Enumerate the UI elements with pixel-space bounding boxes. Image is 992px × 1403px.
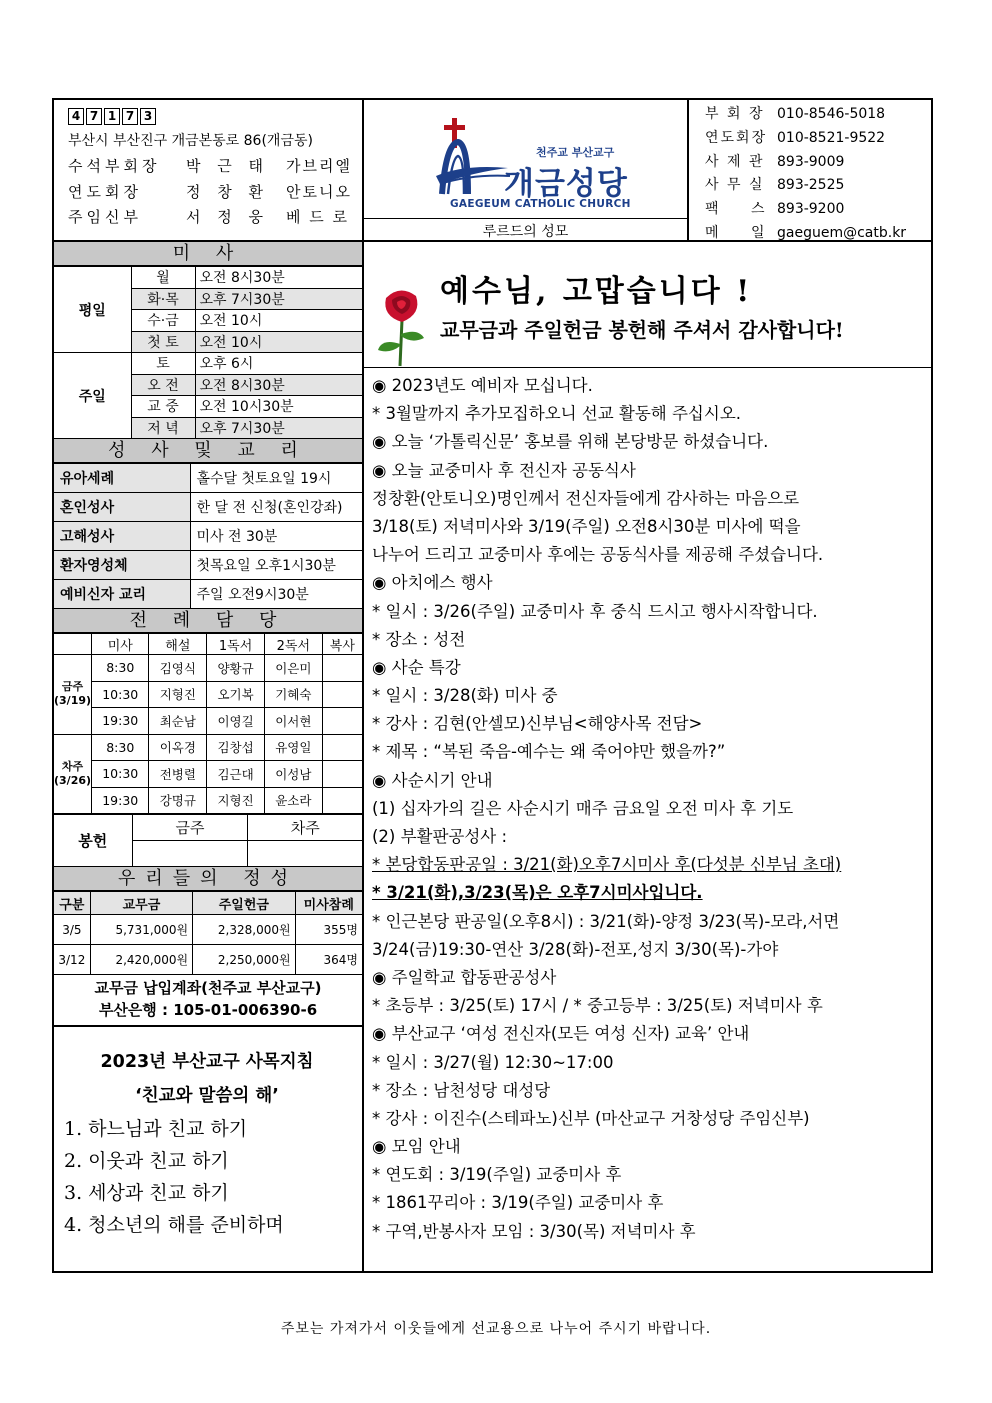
pastoral-item: 3. 세상과 친교 하기 xyxy=(64,1182,229,1204)
staff-name: 박 근 태 xyxy=(186,157,270,175)
news-item: * 장소 : 성전 xyxy=(372,629,466,649)
reader1-cell: 오기복 xyxy=(207,681,265,708)
mass-day: 첫 토 xyxy=(131,331,195,353)
table-row xyxy=(54,353,362,375)
news-item: (1) 십자가의 길은 사순시기 매주 금요일 오전 미사 후 기도 xyxy=(372,798,794,818)
reader1-cell: 김창섭 xyxy=(207,734,265,761)
date-cell: 3/5 xyxy=(54,915,90,945)
server-cell xyxy=(322,761,362,788)
news-item: * 장소 : 남천성당 대성당 xyxy=(372,1080,551,1100)
mass-schedule-table xyxy=(54,266,362,439)
staff-name: 서 정 웅 xyxy=(186,208,270,226)
contact-value: 893-9200 xyxy=(777,201,845,218)
mass-day: 수·금 xyxy=(131,310,195,332)
staff-role: 수석부회장 xyxy=(68,157,161,175)
reader2-cell: 이성남 xyxy=(264,761,322,788)
table-row xyxy=(54,681,362,708)
zip-code xyxy=(68,108,362,125)
staff-role: 연도회장 xyxy=(68,182,142,201)
mass-time-cell: 19:30 xyxy=(92,787,149,814)
news-heading: ◉ 주일학교 합동판공성사 xyxy=(372,967,557,987)
server-cell xyxy=(322,655,362,682)
pastoral-subtitle: ‘친교와 말씀의 해’ xyxy=(135,1086,279,1106)
offertory-table xyxy=(54,814,362,867)
news-item: * 초등부 : 3/25(토) 17시 / * 중고등부 : 3/25(토) 저녁미사 후 xyxy=(372,996,823,1016)
news-item: * 강사 : 이진수(스테파노)신부 (마산교구 거창성당 주임신부) xyxy=(372,1108,810,1128)
reader2-cell: 이은미 xyxy=(264,655,322,682)
dues-cell: 2,420,000원 xyxy=(90,945,192,975)
offertory-this-week-cell xyxy=(132,841,248,867)
left-column xyxy=(54,242,364,1273)
news-heading: ◉ 오늘 교중미사 후 전신자 공동식사 xyxy=(372,460,636,480)
table-row xyxy=(54,815,362,841)
mass-time: 오전 8시30분 xyxy=(195,267,362,289)
table-row xyxy=(54,493,362,522)
this-week-label: 금주(3/19) xyxy=(54,655,92,735)
table-row xyxy=(54,464,362,493)
mass-day: 토 xyxy=(131,353,195,375)
contact-label: 부 회 장 xyxy=(705,106,765,122)
server-cell xyxy=(322,734,362,761)
offertory-this-week-header: 금주 xyxy=(132,815,248,841)
table-row xyxy=(54,915,362,945)
contact-list xyxy=(689,100,931,242)
church-address: 부산시 부산진구 개금본동로 86(개금동) xyxy=(68,133,313,149)
news-heading: ◉ 부산교구 ‘여성 전신자(모든 여성 신자) 교육’ 안내 xyxy=(372,1024,750,1044)
church-patron: 루르드의 성모 xyxy=(364,218,687,241)
mass-time: 오전 10시 xyxy=(195,310,362,332)
contact-item xyxy=(705,174,931,198)
zip-digit: 7 xyxy=(122,108,138,125)
news-heading: ◉ 2023년도 예비자 모십니다. xyxy=(372,376,593,395)
sacrament-schedule: 첫목요일 오후1시30분 xyxy=(190,551,362,580)
commentator-cell: 김영식 xyxy=(149,655,207,682)
reader2-cell: 기혜숙 xyxy=(264,681,322,708)
account-title: 교무금 납입계좌(천주교 부산교구) xyxy=(94,979,322,997)
staff-baptism-name: 가브리엘 xyxy=(286,157,352,175)
account-number: 부산은행 : 105-01-006390-6 xyxy=(98,1001,318,1019)
offering-cell: 2,250,000원 xyxy=(193,945,295,975)
contact-value: 010-8546-5018 xyxy=(777,106,886,122)
news-item: * 강사 : 김현(안셀모)신부님<해양사목 전담> xyxy=(372,714,703,734)
news-item: * 연도회 : 3/19(주일) 교중미사 후 xyxy=(372,1165,622,1185)
sacraments-table xyxy=(54,463,362,609)
news-item: 나누어 드리고 교중미사 후에는 공동식사를 제공해 주셨습니다. xyxy=(372,545,824,565)
mass-day: 월 xyxy=(131,267,195,289)
table-row xyxy=(54,522,362,551)
pastoral-item: 2. 이웃과 친교 하기 xyxy=(64,1150,229,1172)
date-cell: 3/12 xyxy=(54,945,90,975)
mass-time-cell: 10:30 xyxy=(92,681,149,708)
bulletin-frame xyxy=(52,98,933,1273)
offertory-next-week-header: 차주 xyxy=(248,815,362,841)
table-row xyxy=(54,580,362,609)
dues-cell: 5,731,000원 xyxy=(90,915,192,945)
reader1-cell: 이영길 xyxy=(207,708,265,735)
staff-row xyxy=(68,154,362,180)
zip-digit: 3 xyxy=(140,108,156,125)
mass-time-cell: 8:30 xyxy=(92,734,149,761)
table-row xyxy=(54,655,362,682)
footer-notice: 주보는 가져가서 이웃들에게 선교용으로 나누어 주시기 바랍니다. xyxy=(280,1321,712,1337)
mass-time-cell: 19:30 xyxy=(92,708,149,735)
mass-time: 오후 7시30분 xyxy=(195,288,362,310)
sacrament-schedule: 주일 오전9시30분 xyxy=(190,580,362,609)
news-item: 3/18(토) 저녁미사와 3/19(주일) 오전8시30분 미사에 떡을 xyxy=(372,516,801,536)
reader2-cell: 유영일 xyxy=(264,734,322,761)
rose-icon xyxy=(372,284,428,368)
news-item: * 1861꾸리아 : 3/19(주일) 교중미사 후 xyxy=(372,1193,664,1213)
reader2-cell: 윤소라 xyxy=(264,787,322,814)
commentator-cell: 이옥경 xyxy=(149,734,207,761)
church-name: 개금성당 xyxy=(504,166,628,202)
contact-item xyxy=(705,151,931,175)
news-heading: ◉ 사순시기 안내 xyxy=(372,770,493,790)
table-row xyxy=(54,551,362,580)
column-header: 2독서 xyxy=(264,634,322,655)
sacrament-name: 환자영성체 xyxy=(54,551,190,580)
reader2-cell: 이서현 xyxy=(264,708,322,735)
bulletin-header xyxy=(54,100,931,242)
news-item: * 본당합동판공일 : 3/21(화)오후7시미사 후(다섯분 신부님 초대) xyxy=(372,855,842,875)
reader1-cell: 지형진 xyxy=(207,787,265,814)
mass-day: 오 전 xyxy=(131,374,195,396)
contact-label: 사 무 실 xyxy=(705,177,765,194)
blank-header-cell xyxy=(54,634,92,655)
news-item: * 구역,반봉사자 모임 : 3/30(목) 저녁미사 후 xyxy=(372,1221,696,1241)
thanks-banner xyxy=(364,242,931,368)
commentator-cell: 강명규 xyxy=(149,787,207,814)
contact-item xyxy=(705,198,931,222)
contributions-title: 우리들의 정성 xyxy=(54,867,362,891)
commentator-cell: 전병렬 xyxy=(149,761,207,788)
commentator-cell: 지형진 xyxy=(149,681,207,708)
mass-time: 오전 10시30분 xyxy=(195,396,362,418)
sacrament-name: 고해성사 xyxy=(54,522,190,551)
column-header: 주일헌금 xyxy=(193,892,295,915)
commentator-cell: 최순남 xyxy=(149,708,207,735)
weekday-label: 평일 xyxy=(54,267,131,353)
sacrament-schedule: 한 달 전 신청(혼인강좌) xyxy=(190,493,362,522)
sunday-label: 주일 xyxy=(54,353,131,439)
mass-time: 오후 7시30분 xyxy=(195,417,362,439)
column-header: 1독서 xyxy=(207,634,265,655)
reader1-cell: 양황규 xyxy=(207,655,265,682)
staff-baptism-name: 안토니오 xyxy=(286,182,352,201)
contact-value: 893-9009 xyxy=(777,153,845,170)
thanks-title: 예수님, 고맙습니다 ! xyxy=(440,274,753,309)
column-header: 미사참례 xyxy=(295,892,362,915)
news-item: * 인근본당 판공일(오후8시) : 3/21(화)-양정 3/23(목)-모라,서면 xyxy=(372,911,840,931)
sacrament-name: 혼인성사 xyxy=(54,493,190,522)
sacrament-name: 예비신자 교리 xyxy=(54,580,190,609)
contact-value: 010-8521-9522 xyxy=(777,129,886,146)
parish-news xyxy=(364,368,931,1246)
news-heading: ◉ 사순 특강 xyxy=(372,657,461,677)
contact-label: 연도회장 xyxy=(705,129,768,146)
contact-item xyxy=(705,127,931,151)
news-heading: ◉ 아치에스 행사 xyxy=(372,573,493,593)
column-header: 해설 xyxy=(149,634,207,655)
pastoral-item: 4. 청소년의 해를 준비하며 xyxy=(64,1214,284,1236)
next-week-label: 차주(3/26) xyxy=(54,734,92,814)
table-row xyxy=(54,761,362,788)
liturgy-table xyxy=(54,633,362,814)
server-cell xyxy=(322,708,362,735)
table-row xyxy=(54,787,362,814)
thanks-subtitle: 교무금과 주일헌금 봉헌해 주셔서 감사합니다! xyxy=(440,318,844,342)
contact-label: 사 제 관 xyxy=(705,153,765,170)
address-block xyxy=(54,100,364,242)
church-logo-icon xyxy=(434,114,514,204)
mass-day: 화·목 xyxy=(131,288,195,310)
table-row xyxy=(54,267,362,289)
table-row xyxy=(54,945,362,975)
news-item: * 3월말까지 추가모집하오니 선교 활동해 주십시오. xyxy=(372,404,741,424)
offering-cell: 2,328,000원 xyxy=(193,915,295,945)
column-header: 복사 xyxy=(322,634,362,655)
staff-row xyxy=(68,205,362,231)
zip-digit: 4 xyxy=(68,108,84,125)
news-item: (2) 부활판공성사 : xyxy=(372,827,508,846)
table-row xyxy=(54,734,362,761)
contact-value: 893-2525 xyxy=(777,177,845,194)
column-header: 교무금 xyxy=(90,892,192,915)
sacraments-title: 성 사 및 교 리 xyxy=(54,439,362,463)
church-logo-block xyxy=(364,100,689,242)
reader1-cell: 김근대 xyxy=(207,761,265,788)
offertory-next-week-cell xyxy=(248,841,362,867)
zip-digit: 7 xyxy=(86,108,102,125)
staff-baptism-name: 베 드 로 xyxy=(286,208,350,226)
sacrament-schedule: 홀수달 첫토요일 19시 xyxy=(190,464,362,493)
mass-time: 오후 6시 xyxy=(195,353,362,375)
mass-time-cell: 10:30 xyxy=(92,761,149,788)
contact-item xyxy=(705,103,931,127)
liturgy-title: 전 례 담 당 xyxy=(54,609,362,633)
sacrament-name: 유아세례 xyxy=(54,464,190,493)
pastoral-item: 1. 하느님과 친교 하기 xyxy=(64,1118,248,1140)
news-item: * 일시 : 3/28(화) 미사 중 xyxy=(372,686,558,706)
mass-day: 저 녁 xyxy=(131,417,195,439)
bank-account-box xyxy=(54,975,362,1027)
staff-role: 주임신부 xyxy=(68,208,142,226)
church-english-name: GAEGEUM CATHOLIC CHURCH xyxy=(450,198,631,210)
column-header: 미사 xyxy=(92,634,149,655)
news-item: * 3/21(화),3/23(목)은 오후7시미사입니다. xyxy=(372,883,703,903)
contact-label: 메 일 xyxy=(705,224,779,241)
staff-name: 정 창 환 xyxy=(186,182,270,201)
table-header-row xyxy=(54,634,362,655)
table-header-row xyxy=(54,892,362,915)
diocese-name: 천주교 부산교구 xyxy=(536,146,615,159)
mass-day: 교 중 xyxy=(131,396,195,418)
attendance-cell: 364명 xyxy=(295,945,362,975)
server-cell xyxy=(322,787,362,814)
pastoral-guidelines xyxy=(54,1027,362,1241)
attendance-cell: 355명 xyxy=(295,915,362,945)
zip-digit: 1 xyxy=(104,108,120,125)
mass-schedule-title: 미 사 xyxy=(54,242,362,266)
contact-email: gaeguem@catb.kr xyxy=(777,224,907,241)
news-heading: ◉ 오늘 ‘가톨릭신문’ 홍보를 위해 본당방문 하셨습니다. xyxy=(372,432,769,452)
news-item: 3/24(금)19:30-연산 3/28(화)-전포,성지 3/30(목)-가야 xyxy=(372,939,779,959)
table-row xyxy=(54,708,362,735)
column-header: 구분 xyxy=(54,892,90,915)
server-cell xyxy=(322,681,362,708)
staff-row xyxy=(68,180,362,206)
pastoral-title: 2023년 부산교구 사목지침 xyxy=(100,1052,314,1072)
mass-time: 오전 10시 xyxy=(195,331,362,353)
news-heading: ◉ 모임 안내 xyxy=(372,1137,461,1157)
contributions-table xyxy=(54,891,362,975)
mass-time-cell: 8:30 xyxy=(92,655,149,682)
news-item: 정창환(안토니오)명인께서 전신자들에게 감사하는 마음으로 xyxy=(372,488,800,508)
offertory-label: 봉헌 xyxy=(54,815,132,867)
news-item: * 일시 : 3/26(주일) 교중미사 후 중식 드시고 행사시작합니다. xyxy=(372,601,818,621)
mass-time: 오전 8시30분 xyxy=(195,374,362,396)
news-item: * 일시 : 3/27(월) 12:30~17:00 xyxy=(372,1052,614,1072)
sacrament-schedule: 미사 전 30분 xyxy=(190,522,362,551)
news-item: * 제목 : “복된 죽음-예수는 왜 죽어야만 했을까?” xyxy=(372,742,726,762)
contact-label: 팩 스 xyxy=(705,201,779,218)
right-column xyxy=(364,242,931,1273)
